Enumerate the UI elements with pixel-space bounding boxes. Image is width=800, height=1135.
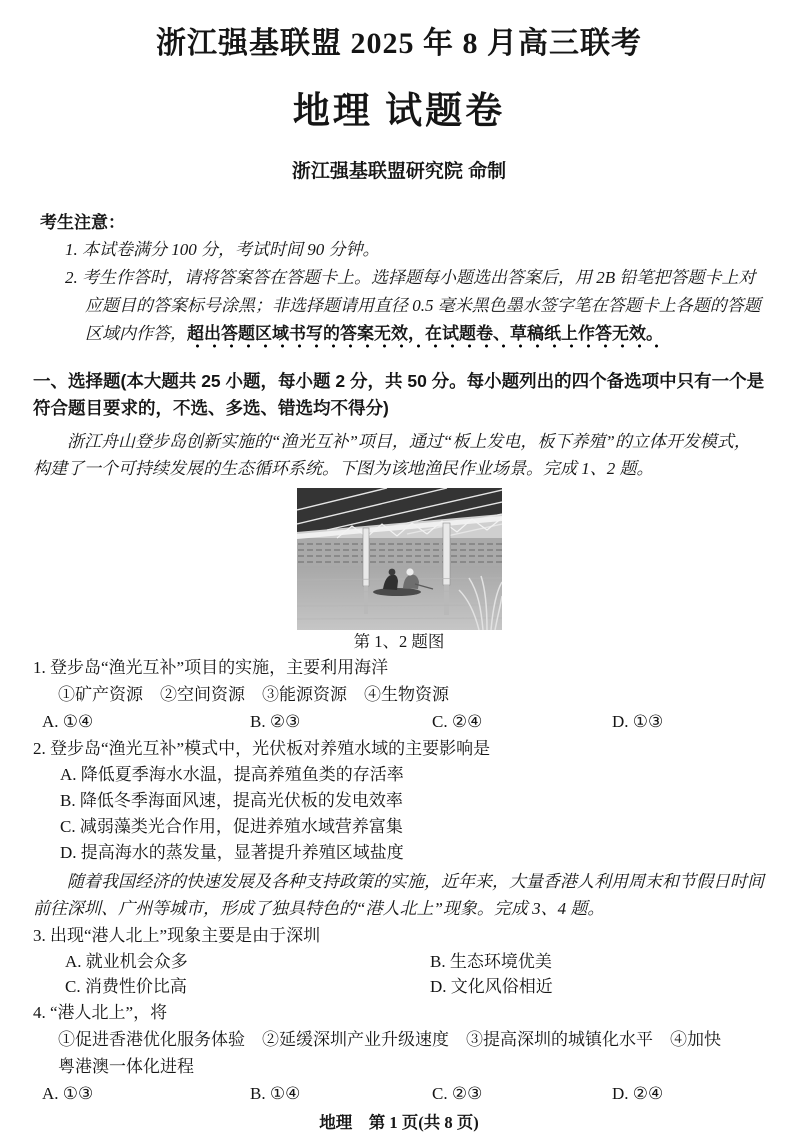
question-4-subchoices-line1: ①促进香港优化服务体验 ②延缓深圳产业升级速度 ③提高深圳的城镇化水平 ④加快	[58, 1030, 721, 1049]
question-3-option-c: C. 消费性价比高	[65, 977, 187, 996]
passage-q3-q4: 随着我国经济的快速发展及各种支持政策的实施，近年来，大量香港人利用周末和节假日时间前往深圳、广州等城市，形成了独具特色的“港人北上”现象。完成 3、4 题。	[33, 872, 764, 918]
question-2-stem: 2. 登步岛“渔光互补”模式中，光伏板对养殖水域的主要影响是	[33, 739, 491, 758]
question-4-subchoices-line2: 粤港澳一体化进程	[58, 1057, 194, 1076]
notice-label: 考生注意：	[40, 213, 125, 232]
page-footer: 地理 第 1 页(共 8 页)	[319, 1113, 479, 1132]
section-1-heading: 一、选择题(本大题共 25 小题，每小题 2 分，共 50 分。每小题列出的四个备选项中只有一个是符合题目要求的，不选、多选、错选均不得分)	[33, 371, 765, 418]
question-4-option-b: B. ①④	[250, 1084, 301, 1103]
question-1	[33, 654, 765, 735]
question-4-stem: 4. “港人北上”，将	[33, 1003, 168, 1022]
question-3-option-b: B. 生态环境优美	[430, 952, 552, 971]
exam-figure-photo	[297, 488, 502, 630]
question-4-option-d: D. ②④	[612, 1084, 664, 1103]
question-1-options	[33, 708, 765, 735]
subject-title: 地理 试题卷	[292, 91, 506, 132]
question-2-option-a: A. 降低夏季海水水温，提高养殖鱼类的存活率	[60, 765, 404, 784]
question-3	[33, 922, 765, 999]
question-4-option-a: A. ①③	[42, 1084, 94, 1103]
question-3-options	[33, 949, 765, 999]
notice-item-2-emphasis: 超出答题区域书写的答案无效，在试题卷、草稿纸上作答无效。	[187, 324, 663, 349]
notice-item-2-text: 2. 考生作答时，请将答案答在答题卡上。选择题每小题选出答案后，用 2B 铅笔把答题卡上对应题目的答案标号涂黑；非选择题请用直径 0.5 毫米黑色墨水签字笔在答题卡上各题的答题区域内作答，	[65, 268, 761, 343]
question-4-option-c: C. ②③	[432, 1084, 483, 1103]
question-2-option-b: B. 降低冬季海面风速，提高光伏板的发电效率	[60, 791, 403, 810]
question-2	[33, 735, 765, 866]
figure-1	[33, 488, 765, 654]
question-1-option-a: A. ①④	[42, 712, 94, 731]
notice-item-1: 1. 本试卷满分 100 分，考试时间 90 分钟。	[65, 240, 380, 259]
exam-title: 浙江强基联盟 2025 年 8 月高三联考	[156, 27, 642, 60]
question-2-option-c: C. 减弱藻类光合作用，促进养殖水域营养富集	[60, 817, 403, 836]
notice-section	[33, 210, 765, 348]
question-4-options	[33, 1080, 765, 1107]
question-1-option-b: B. ②③	[250, 712, 301, 731]
question-1-stem: 1. 登步岛“渔光互补”项目的实施，主要利用海洋	[33, 658, 389, 677]
question-3-option-a: A. 就业机会众多	[65, 952, 188, 971]
question-2-option-d: D. 提高海水的蒸发量，显著提升养殖区域盐度	[60, 843, 404, 862]
publisher-line: 浙江强基联盟研究院 命制	[291, 161, 507, 182]
notice-item-2	[33, 264, 765, 348]
question-3-stem: 3. 出现“港人北上”现象主要是由于深圳	[33, 926, 321, 945]
question-1-subchoices: ①矿产资源 ②空间资源 ③能源资源 ④生物资源	[58, 685, 449, 704]
question-1-option-c: C. ②④	[432, 712, 483, 731]
question-4	[33, 999, 765, 1107]
passage-q1-q2: 浙江舟山登步岛创新实施的“渔光互补”项目，通过“板上发电，板下养殖”的立体开发模式，构建了一个可持续发展的生态循环系统。下图为该地渔民作业场景。完成 1、2 题。	[33, 432, 751, 478]
question-1-option-d: D. ①③	[612, 712, 664, 731]
question-3-option-d: D. 文化风俗相近	[430, 977, 553, 996]
figure-1-caption: 第 1、2 题图	[353, 632, 445, 651]
